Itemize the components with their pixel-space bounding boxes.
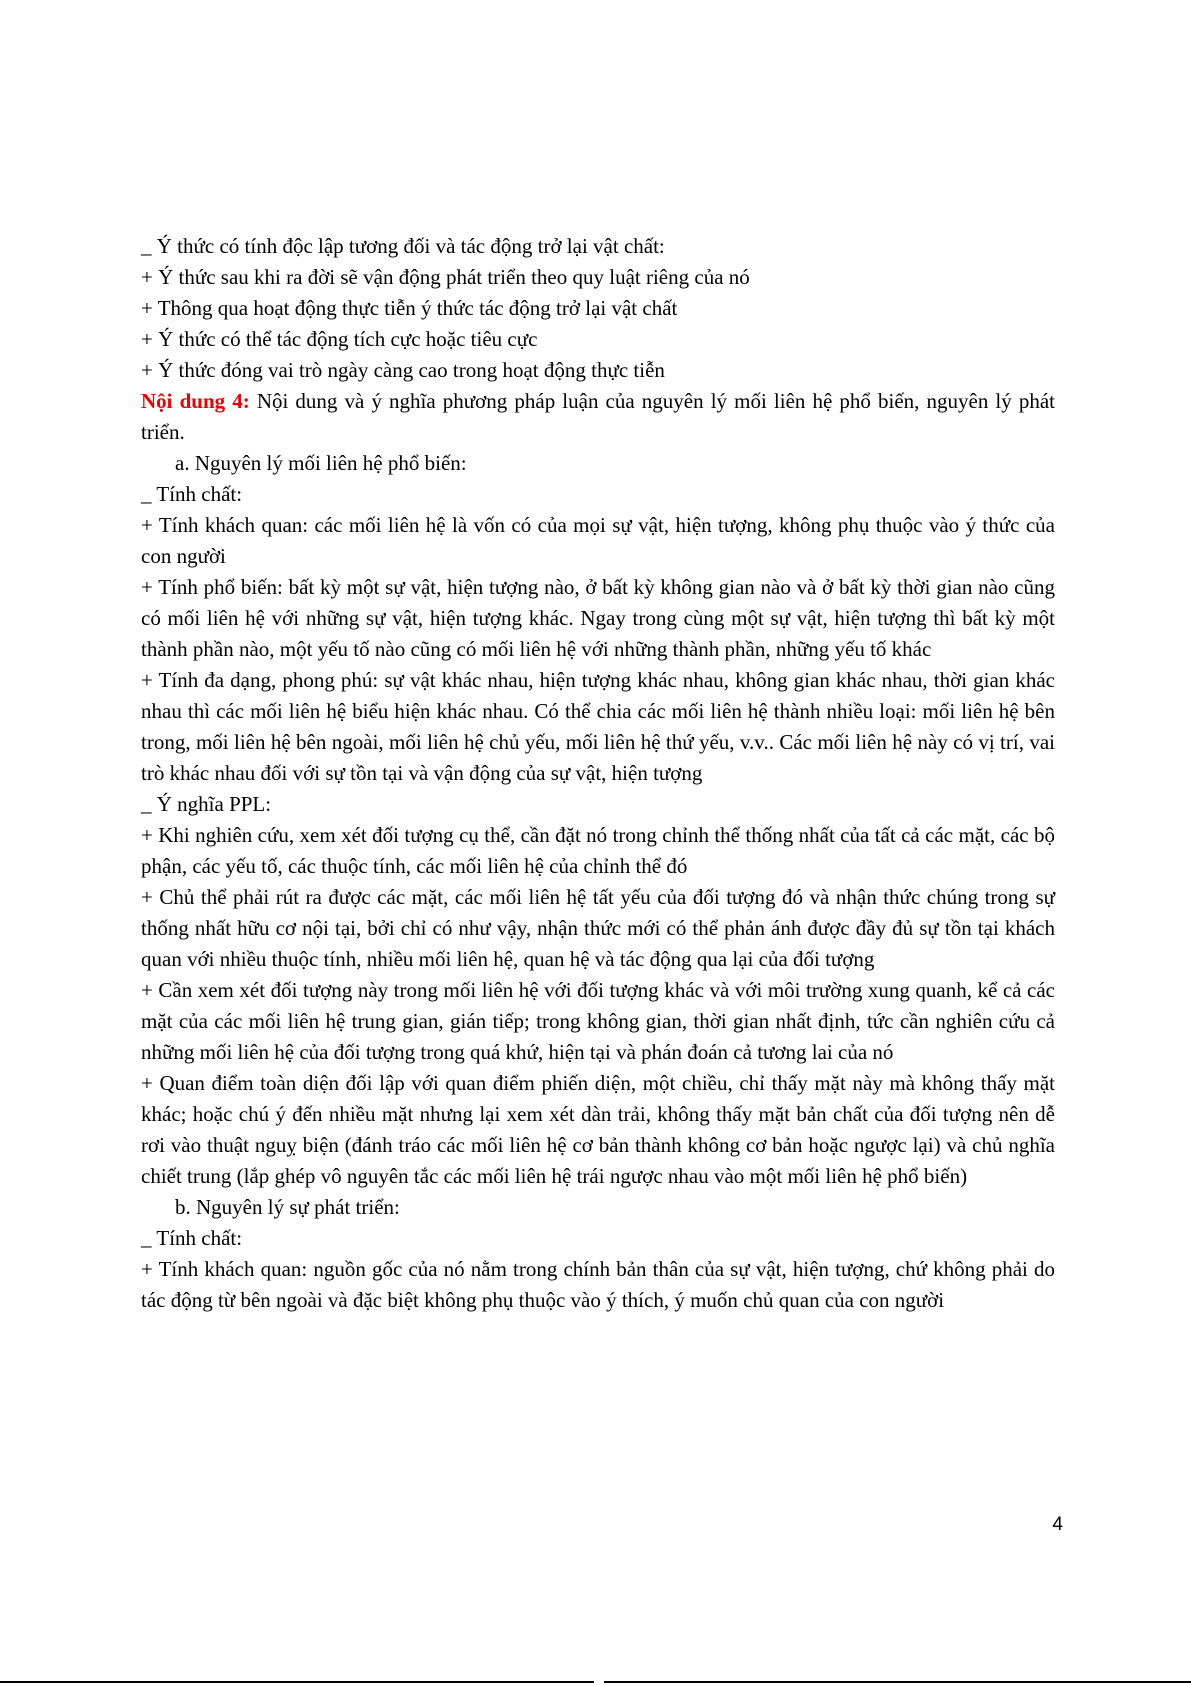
property-item: + Tính đa dạng, phong phú: sự vật khác nhau, hiện tượng khác nhau, không gian khác nhau, thời gian khác nhau thì các mối liên hệ biểu hiện khác nhau. Có thể chia các mối liên hệ thành nhiều loại: mối liên hệ bên trong, mối liên hệ bên ngoài, mối liên hệ chủ yếu, mối liên hệ thứ yếu, v.v.. Các mối liên hệ này có vị trí, vai trò khác nhau đối với sự tồn tại và vận động của sự vật, hiện tượng — [141, 668, 1055, 785]
paragraph-line: _ Ý thức có tính độc lập tương đối và tác động trở lại vật chất: — [141, 234, 665, 258]
paragraph-line: + Ý thức sau khi ra đời sẽ vận động phát triển theo quy luật riêng của nó — [141, 265, 750, 289]
subsection-title-b: b. Nguyên lý sự phát triển: — [175, 1195, 400, 1219]
page-number: 4 — [1052, 1514, 1063, 1535]
meaning-label: _ Ý nghĩa PPL: — [141, 792, 272, 816]
property-item: + Tính khách quan: nguồn gốc của nó nằm trong chính bản thân của sự vật, hiện tượng, chứ không phải do tác động từ bên ngoài và đặc biệt không phụ thuộc vào ý thích, ý muốn chủ quan của con người — [141, 1257, 1055, 1312]
paragraph-line: + Thông qua hoạt động thực tiễn ý thức tác động trở lại vật chất — [141, 296, 678, 320]
footer-divider-gap — [594, 1681, 604, 1683]
property-item: + Tính khách quan: các mối liên hệ là vốn có của mọi sự vật, hiện tượng, không phụ thuộc vào ý thức của con người — [141, 513, 1055, 568]
heading-label: Nội dung 4: — [141, 389, 250, 413]
paragraph-line: + Ý thức đóng vai trò ngày càng cao trong hoạt động thực tiễn — [141, 358, 665, 382]
section-heading — [141, 386, 1055, 448]
meaning-item: + Chủ thể phải rút ra được các mặt, các mối liên hệ tất yếu của đối tượng đó và nhận thức chúng trong sự thống nhất hữu cơ nội tại, bởi chỉ có như vậy, nhận thức mới có thể phản ánh được đầy đủ sự tồn tại khách quan với nhiều thuộc tính, nhiều mối liên hệ, quan hệ và tác động qua lại của đối tượng — [141, 885, 1055, 971]
property-item: + Tính phổ biến: bất kỳ một sự vật, hiện tượng nào, ở bất kỳ không gian nào và ở bất kỳ thời gian nào cũng có mối liên hệ với những sự vật, hiện tượng khác. Ngay trong cùng một sự vật, hiện tượng thì bất kỳ một thành phần nào, một yếu tố nào cũng có mối liên hệ với những thành phần, những yếu tố khác — [141, 575, 1055, 661]
properties-label: _ Tính chất: — [141, 482, 243, 506]
meaning-item: + Quan điểm toàn diện đối lập với quan điểm phiến diện, một chiều, chỉ thấy mặt này mà không thấy mặt khác; hoặc chú ý đến nhiều mặt nhưng lại xem xét dàn trải, không thấy mặt bản chất của đối tượng nên dễ rơi vào thuật nguỵ biện (đánh tráo các mối liên hệ cơ bản thành không cơ bản hoặc ngược lại) và chủ nghĩa chiết trung (lắp ghép vô nguyên tắc các mối liên hệ trái ngược nhau vào một mối liên hệ phổ biến) — [141, 1071, 1055, 1188]
heading-text: Nội dung và ý nghĩa phương pháp luận của nguyên lý mối liên hệ phổ biến, nguyên lý phát triển. — [141, 389, 1056, 444]
paragraph-line: + Ý thức có thể tác động tích cực hoặc tiêu cực — [141, 327, 538, 351]
subsection-title-a: a. Nguyên lý mối liên hệ phổ biến: — [175, 451, 467, 475]
meaning-item: + Khi nghiên cứu, xem xét đối tượng cụ thể, cần đặt nó trong chỉnh thể thống nhất của tất cả các mặt, các bộ phận, các yếu tố, các thuộc tính, các mối liên hệ của chỉnh thể đó — [141, 823, 1055, 878]
properties-label: _ Tính chất: — [141, 1226, 243, 1250]
meaning-item: + Cần xem xét đối tượng này trong mối liên hệ với đối tượng khác và với môi trường xung quanh, kể cả các mặt của các mối liên hệ trung gian, gián tiếp; trong không gian, thời gian nhất định, tức cần nghiên cứu cả những mối liên hệ của đối tượng trong quá khứ, hiện tại và phán đoán cả tương lai của nó — [141, 978, 1055, 1064]
document-body — [141, 231, 1055, 1316]
